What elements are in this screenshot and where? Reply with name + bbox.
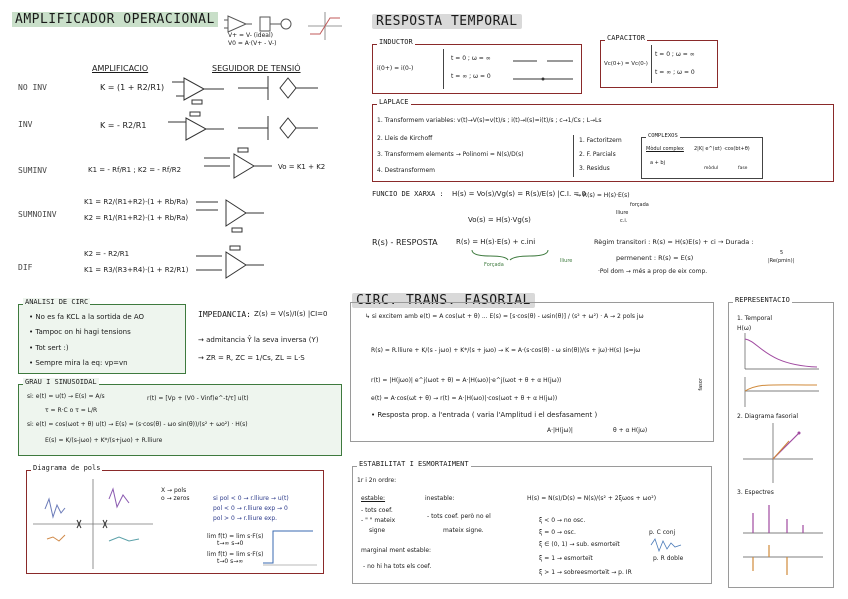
estab-i1: - tots coef. però no el	[427, 513, 491, 520]
formula-suminv: K1 = - Rf/R1 ; K2 = - Rf/R2	[88, 166, 182, 174]
impedancia-line2: → admitancia Ŷ la seva inversa (Y)	[198, 336, 319, 344]
analisi-box	[18, 298, 186, 374]
estab-doble: p. R doble	[653, 555, 684, 562]
laplace-step-3: 3. Transformem elements → Polinomi = N(s)/D(s)	[377, 151, 524, 158]
fasorial-line-5: • Resposta prop. a l'entrada ( varia l'Amplitud i el desfasament )	[371, 411, 598, 419]
fasorial-line-1: ↳ si excitem amb e(t) = A cos(ωt + θ) ... E(s) = [s·cos(θ) - ωsin(θ)] / (s² + ω²) · A → 2 pols jω	[365, 313, 644, 320]
resp-lliure: lliure	[560, 258, 573, 264]
diagrama-right-1: X → pols	[161, 487, 187, 494]
grau-box	[18, 378, 342, 456]
amp-title: AMPLIFICADOR OPERACIONAL	[12, 12, 218, 27]
repr-temporal-h: H(ω)	[737, 325, 752, 332]
underdamped-icon	[651, 539, 681, 551]
estab-e2: - " " mateix	[361, 517, 396, 524]
noinv-circuit-icon	[168, 70, 228, 108]
fasorial-side: fasor	[697, 378, 704, 391]
resp-brace-icon	[470, 248, 550, 260]
noinv-follower-icon	[238, 70, 324, 106]
resposta-title: RESPOSTA TEMPORAL	[372, 14, 522, 29]
pole-zero-plot	[33, 479, 153, 569]
repr-espectres: 3. Espectres	[737, 489, 774, 496]
estab-x4: ξ = 1 → esmorteït	[539, 555, 593, 562]
phasor-diagram	[743, 423, 813, 483]
fasorial-title: CIRC. TRANS. FASORIAL	[352, 293, 535, 308]
temporal-plot	[739, 333, 819, 409]
estab-x1: ξ < 0 → no osc.	[539, 517, 586, 524]
resp-perm-num: 5	[780, 250, 784, 256]
capacitor-label: CAPACITOR	[607, 34, 645, 42]
diagrama-item-1: si pol < 0 → r.lliure → u(t)	[213, 495, 289, 502]
laplace-step-1: 1. Transformem variables: v(t)→V(s)=v(t)/s ; i(t)→I(s)=i(t)/s ; c→1/Cs ; L→Ls	[377, 117, 602, 124]
row-label-suminv: SUMINV	[18, 166, 47, 175]
col-amplificacio: AMPLIFICACIO	[92, 64, 149, 73]
diagrama-lim-1: lim f(t) = lim s·F(s)	[207, 533, 264, 540]
laplace-step-4: 4. Destransformem	[377, 167, 436, 174]
grau-line-1b: r(t) = [Vp + (V0 - Vinf)e^-t/τ] u(t)	[147, 395, 249, 402]
representacio-box	[728, 296, 834, 588]
formula-sumnoinv-1: K1 = R2/(R1+R2)·(1 + Rb/Ra)	[84, 198, 189, 206]
grau-title: GRAU I SINUSOIDAL	[25, 378, 97, 386]
laplace-factor-1: 1. Factoritzem	[579, 137, 622, 144]
diagrama-lim-2: lim f(t) = lim s·F(s)	[207, 551, 264, 558]
diagrama-lim-2b: t→0 s→∞	[217, 558, 244, 565]
fasorial-box	[350, 302, 714, 442]
estab-i2: mateix signe.	[443, 527, 484, 534]
laplace-step-2: 2. Lleis de Kirchoff	[377, 135, 433, 142]
opamp-symbol-icon	[224, 14, 254, 34]
spectrum-plot	[739, 499, 823, 583]
transfer-curve-icon	[308, 12, 342, 40]
estabilitat-box	[352, 460, 712, 584]
diagrama-item-2: pol < 0 → r.lliure exp → 0	[213, 505, 288, 512]
row-label-noinv: NO INV	[18, 83, 47, 92]
resp-formula: R(s) = H(s)·E(s) + c.ini	[456, 238, 536, 246]
inductor-open-icon	[513, 57, 573, 65]
impedancia-line3: → ZR = R, ZC = 1/Cs, ZL = L·S	[198, 354, 305, 362]
fasorial-line-2: R(s) = R.lliure + K/(s - jωo) + K*/(s + jωo) → K = A·(s·cos(θ) - ω sin(θ))/(s + jω)·H(s) |s=jω	[371, 347, 641, 354]
analisi-item: • Tampoc on hi hagi tensions	[29, 328, 131, 337]
sumnoinv-circuit-icon	[196, 194, 266, 234]
estabilitat-title: ESTABILITAT I ESMORTAIMENT	[359, 460, 469, 468]
capacitor-box	[600, 34, 718, 88]
grau-line-4: E(s) = K/(s-jωo) + K*/(s+jωo) + R.lliure	[45, 437, 163, 444]
grau-line-3: si: e(t) = cos(ωot + θ) u(t) → E(s) = (s·cos(θ) - ωo sin(θ))/(s² + ωo²) · H(s)	[27, 421, 248, 428]
estab-x3: ξ ∈ (0, 1) → sub. esmorteït	[539, 541, 620, 548]
inv-follower-icon	[238, 112, 324, 144]
estab-e3: signe	[369, 527, 386, 534]
resp-pol: ·Pol dom → més a prop de eix comp.	[598, 268, 708, 275]
inductor-box	[372, 38, 582, 94]
inductor-short-icon	[513, 75, 573, 83]
fasorial-amp: A·|H(jω)|	[547, 427, 573, 434]
amp-note-2: V0 = A·(V+ - V-)	[228, 40, 277, 47]
capacitor-r2: t = ∞ ; ω = 0	[655, 69, 695, 76]
resp-forcada: Forçada	[484, 262, 504, 268]
analisi-item: • No es fa KCL a la sortida de AO	[29, 313, 145, 321]
estab-estable: estable:	[361, 495, 386, 502]
resp-label: R(s) - RESPOSTA	[372, 238, 438, 247]
diagrama-item-3: pol > 0 → r.lliure exp.	[213, 515, 278, 522]
grau-line-1: si: e(t) = u(t) → E(s) = A/s	[27, 393, 105, 400]
estab-ordre: 1r i 2n ordre:	[357, 477, 397, 484]
laplace-box	[372, 98, 834, 182]
formula-inv: K = - R2/R1	[100, 121, 147, 130]
laplace-factor-3: 3. Residus	[579, 165, 610, 172]
formula-noinv: K = (1 + R2/R1)	[100, 83, 165, 92]
estab-x5: ξ > 1 → sobreesmorteït → p. IR	[539, 569, 632, 576]
row-label-dif: DIF	[18, 263, 33, 272]
estab-e1: - tots coef.	[361, 507, 393, 514]
capacitor-r1: t = 0 ; ω = ∞	[655, 51, 695, 58]
inductor-cond: i(0+) = i(0-)	[377, 65, 414, 72]
analisi-item: • Sempre mira la eq: vp=vn	[29, 359, 128, 368]
inv-circuit-icon	[168, 112, 228, 146]
estab-x2: ξ = 0 → osc.	[539, 529, 576, 536]
estab-marg-2: - no hi ha tots els coef.	[363, 563, 432, 570]
laplace-label: LAPLACE	[379, 98, 409, 106]
analisi-title: ANALISI DE CIRC	[25, 298, 89, 306]
funcio-label: FUNCIO DE XARXA :	[372, 190, 444, 198]
seg-suminv: Vo = K1 + K2	[278, 163, 326, 171]
diagrama-title: Diagrama de pols	[33, 464, 101, 472]
dif-circuit-icon	[196, 246, 266, 286]
funcio-forcada: forçada	[630, 202, 649, 208]
diagrama-box	[26, 464, 324, 574]
analisi-item: • Tot sert :)	[29, 343, 69, 352]
amp-note-1: V+ = V- (ideal)	[228, 32, 273, 39]
complexos-box: COMPLEXOS Mòdul complex 2|K| e^(αt) ·cos(bt+θ) a + bj mòdul fase	[641, 137, 763, 179]
representacio-title: REPRESENTACIO	[735, 296, 790, 304]
diagrama-right-2: o → zeros	[161, 495, 190, 502]
capacitor-cond: Vc(0+) = Vc(0-)	[604, 61, 648, 67]
suminv-circuit-icon	[204, 148, 274, 184]
inductor-r1: t = 0 ; ω = ∞	[451, 55, 491, 62]
resp-permanent: permenent : R(s) = E(s)	[616, 254, 694, 262]
impedancia-label: IMPEDANCIA:	[198, 310, 251, 319]
fasorial-line-3: r(t) = |H(jωo)| e^j(ωot + θ) = A·|H(ωo)|·e^j(ωot + θ + α H(jω))	[371, 377, 562, 384]
funcio-vo: Vo(s) = H(s)·Vg(s)	[468, 216, 531, 224]
repr-temporal: 1. Temporal	[737, 315, 773, 322]
impedancia-formula: Z(s) = V(s)/I(s) |CI=0	[254, 310, 328, 318]
inductor-r2: t = ∞ ; ω = 0	[451, 73, 491, 80]
row-label-sumnoinv: SUMNOINV	[18, 210, 57, 219]
funcio-r: → R(s) = H(s)·E(s)	[576, 192, 630, 199]
laplace-factor-2: 2. F. Parcials	[579, 151, 616, 158]
formula-dif-1: K2 = - R2/R1	[84, 250, 130, 258]
diagrama-lim-1b: t→∞ s→0	[217, 540, 244, 547]
row-label-inv: INV	[18, 120, 33, 129]
step-response-icon	[263, 523, 317, 569]
fasorial-phase: θ + α H(jω)	[613, 427, 648, 434]
grau-line-2: τ = R·C o τ = L/R	[45, 407, 98, 414]
funcio-ci: c.i.	[620, 218, 628, 224]
funcio-formula: H(s) = Vo(s)/Vg(s) = R(s)/E(s) |C.I. = 0	[452, 190, 586, 198]
inductor-label: INDUCTOR	[379, 38, 413, 46]
resp-regim: Règim transitori : R(s) = H(s)E(s) + ci → Durada :	[594, 238, 754, 246]
estab-marg: marginal ment estable:	[361, 547, 432, 554]
opamp-model-icon	[258, 14, 298, 34]
estab-conj: p. C conj	[649, 529, 676, 536]
funcio-lliure: lliure	[616, 210, 629, 216]
estab-H: H(s) = N(s)/D(s) = N(s)/(s² + 2ξωos + ωo²)	[527, 495, 657, 502]
resp-perm-den: |Re(pmin)|	[768, 258, 795, 264]
col-seguidor: SEGUIDOR DE TENSIÓ	[212, 64, 301, 73]
fasorial-line-4: e(t) = A·cos(ωt + θ) → r(t) = A·|H(ωo)|·cos(ωot + θ + α H(jω))	[371, 395, 558, 402]
formula-sumnoinv-2: K2 = R1/(R1+R2)·(1 + Rb/Ra)	[84, 214, 189, 222]
formula-dif-2: K1 = R3/(R3+R4)·(1 + R2/R1)	[84, 266, 189, 274]
repr-fasorial: 2. Diagrama fasorial	[737, 413, 799, 420]
estab-inestable: inestable:	[425, 495, 455, 502]
